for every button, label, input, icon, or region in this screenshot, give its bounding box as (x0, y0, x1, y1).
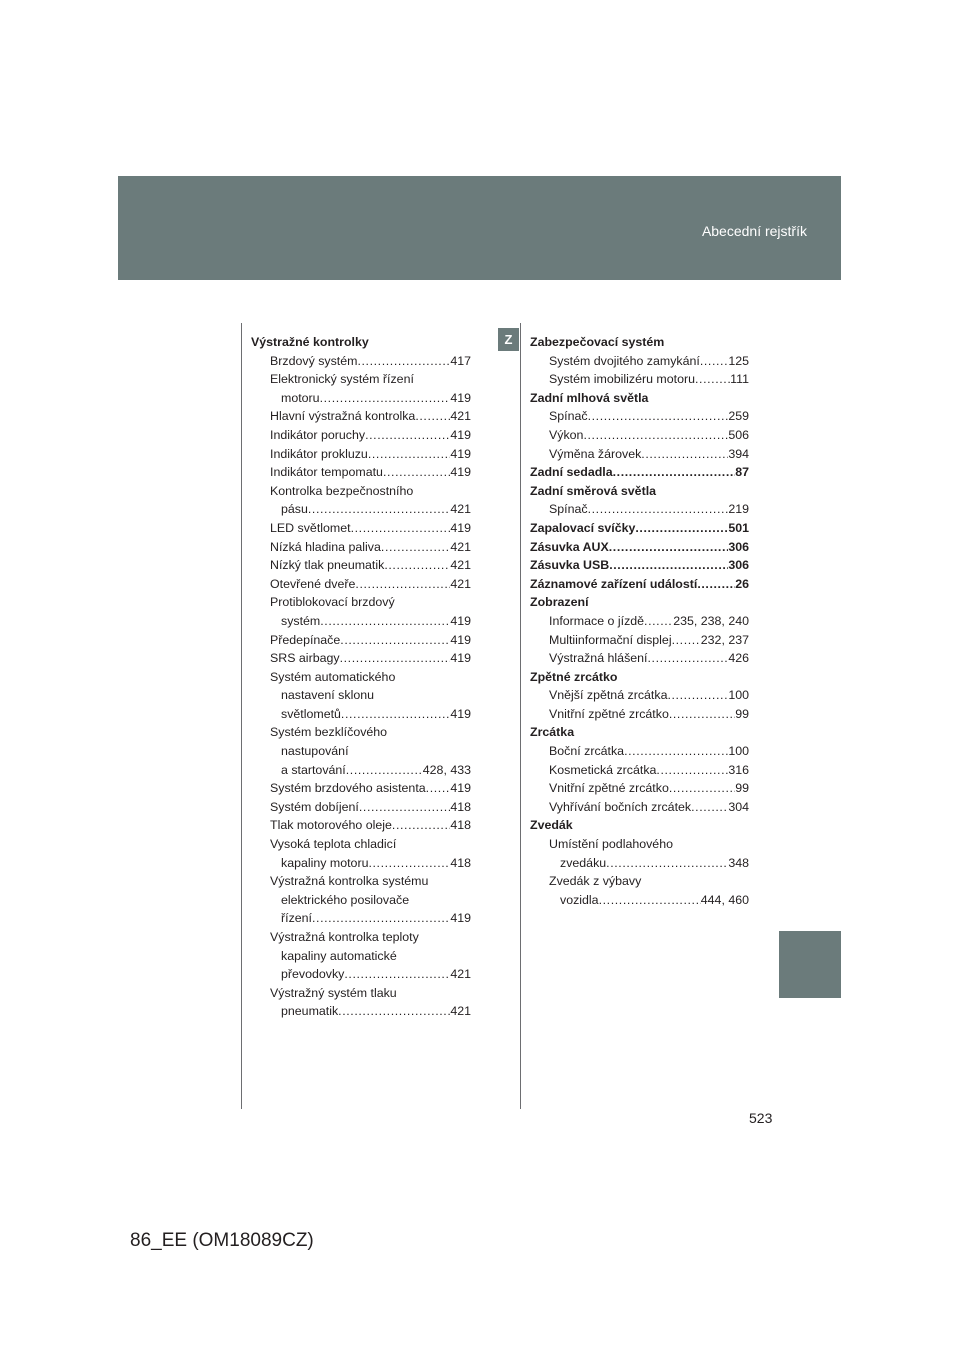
entry-page: 125 (728, 353, 749, 368)
entry-page: 421 (450, 409, 471, 424)
index-entry (530, 686, 749, 705)
dot-leader (415, 407, 450, 426)
index-entry (530, 705, 749, 724)
index-heading: nastupování (281, 744, 349, 759)
entry-label: systém (281, 613, 321, 628)
index-entry (251, 761, 471, 780)
dot-leader (644, 612, 673, 631)
entry-label: Indikátor poruchy (270, 427, 366, 442)
entry-page: 419 (450, 520, 471, 535)
entry-page: 304 (728, 799, 749, 814)
dot-leader (341, 705, 450, 724)
section-letter-badge: Z (498, 328, 519, 351)
entry-label: LED světlomet (270, 520, 351, 535)
entry-label: Vnitřní zpětné zrcátko (549, 781, 669, 796)
entry-page: 426 (728, 651, 749, 666)
index-heading: Protiblokovací brzdový (270, 595, 395, 610)
dot-leader (609, 556, 728, 575)
dot-leader (368, 445, 451, 464)
index-entry (251, 1002, 471, 1021)
entry-label: Zásuvka USB (530, 558, 610, 573)
dot-leader (355, 575, 450, 594)
index-entry (251, 854, 471, 873)
entry-label: Zapalovací svíčky (530, 520, 636, 535)
index-entry (251, 556, 471, 575)
index-heading: kapaliny automatické (281, 948, 397, 963)
index-entry (251, 500, 471, 519)
index-entry (530, 445, 749, 464)
entry-label: Vyhřívání bočních zrcátek (549, 799, 692, 814)
entry-page: 428, 433 (422, 762, 471, 777)
entry-page: 306 (728, 558, 749, 573)
index-heading: Zabezpečovací systém (530, 335, 665, 349)
dot-leader (338, 1002, 450, 1021)
index-heading: elektrického posilovače (281, 892, 410, 907)
index-entry (530, 779, 749, 798)
index-entry (251, 538, 471, 557)
entry-page: 419 (450, 427, 471, 442)
entry-page: 421 (450, 502, 471, 517)
entry-page: 419 (450, 911, 471, 926)
entry-page: 235, 238, 240 (673, 613, 749, 628)
document-code: 86_EE (OM18089CZ) (130, 1230, 314, 1251)
index-heading: Systém automatického (270, 669, 396, 684)
entry-page: 421 (450, 576, 471, 591)
entry-label: vozidla (560, 892, 599, 907)
entry-label: Brzdový systém (270, 353, 358, 368)
index-heading: Zvedák (530, 818, 573, 833)
entry-label: Zásuvka AUX (530, 539, 609, 554)
entry-label: motoru (281, 390, 320, 405)
dot-leader (384, 556, 450, 575)
entry-page: 87 (735, 465, 749, 480)
index-entry (251, 426, 471, 445)
dot-leader (320, 389, 451, 408)
entry-label: Systém imobilizéru motoru (549, 372, 695, 387)
entry-page: 419 (450, 613, 471, 628)
index-heading: Zobrazení (530, 595, 589, 610)
dot-leader (667, 686, 728, 705)
entry-label: převodovky (281, 967, 345, 982)
entry-page: 99 (735, 781, 749, 796)
page-number: 523 (749, 1110, 773, 1126)
index-entry (251, 407, 471, 426)
entry-label: Otevřené dveře (270, 576, 356, 591)
dot-leader (588, 407, 729, 426)
entry-label: Vnitřní zpětné zrcátko (549, 706, 669, 721)
dot-leader (635, 519, 728, 538)
entry-label: řízení (281, 911, 312, 926)
entry-label: SRS airbagy (270, 651, 340, 666)
index-entry (530, 538, 749, 557)
dot-leader (320, 612, 450, 631)
index-heading: Zpětné zrcátko (530, 669, 618, 684)
index-heading: Zrcátka (530, 725, 575, 740)
dot-leader (340, 649, 451, 668)
entry-page: 417 (450, 353, 471, 368)
index-heading: Zadní směrová světla (530, 483, 657, 498)
entry-page: 111 (730, 372, 749, 387)
entry-page: 100 (728, 688, 749, 703)
index-entry (251, 909, 471, 928)
index-entry (530, 742, 749, 761)
dot-leader (588, 500, 729, 519)
entry-label: zvedáku (560, 855, 607, 870)
entry-label: Systém brzdového asistenta (270, 781, 426, 796)
dot-leader (599, 891, 701, 910)
entry-page: 219 (728, 502, 749, 517)
index-entry (251, 965, 471, 984)
dot-leader (624, 742, 728, 761)
entry-label: Předepínače (270, 632, 341, 647)
dot-leader (609, 538, 729, 557)
entry-label: Systém dvojitého zamykání (549, 353, 700, 368)
dot-leader (641, 445, 728, 464)
dot-leader (583, 426, 728, 445)
dot-leader (308, 500, 450, 519)
index-heading: Výstražná kontrolka teploty (270, 930, 419, 944)
entry-page: 421 (450, 967, 471, 982)
index-heading: Umístění podlahového (549, 837, 673, 852)
entry-label: Záznamové zařízení událostí (530, 576, 698, 591)
column-divider-middle (520, 323, 521, 1109)
entry-page: 501 (728, 520, 749, 535)
dot-leader (669, 705, 735, 724)
entry-label: Multiinformační displej (549, 632, 672, 647)
index-entry (530, 407, 749, 426)
entry-page: 419 (450, 651, 471, 666)
index-heading: Vysoká teplota chladicí (270, 837, 397, 852)
index-entry (530, 463, 749, 482)
dot-leader (700, 352, 728, 371)
entry-page: 100 (728, 744, 749, 759)
entry-label: Hlavní výstražná kontrolka (270, 409, 416, 424)
entry-page: 348 (728, 855, 749, 870)
index-entry (530, 649, 749, 668)
index-heading: Elektronický systém řízení (270, 372, 414, 387)
entry-label: Indikátor tempomatu (270, 465, 383, 480)
entry-page: 418 (450, 799, 471, 814)
index-entry (251, 816, 471, 835)
entry-page: 421 (450, 1004, 471, 1019)
index-entry (251, 463, 471, 482)
index-entry (251, 798, 471, 817)
dot-leader (340, 631, 450, 650)
index-heading: Výstražný systém tlaku (270, 985, 397, 1000)
index-entry (530, 854, 749, 873)
entry-label: světlometů (281, 706, 341, 721)
index-entry (530, 556, 749, 575)
entry-page: 421 (450, 539, 471, 554)
index-entry (530, 500, 749, 519)
dot-leader (392, 816, 450, 835)
entry-label: pásu (281, 502, 308, 517)
entry-page: 306 (728, 539, 749, 554)
entry-page: 419 (450, 706, 471, 721)
chapter-header-band (118, 176, 841, 280)
entry-page: 419 (450, 781, 471, 796)
index-entry (530, 426, 749, 445)
index-heading: Systém bezklíčového (270, 725, 388, 740)
dot-leader (368, 854, 450, 873)
entry-label: Spínač (549, 502, 588, 517)
dot-leader (648, 649, 729, 668)
entry-label: Indikátor prokluzu (270, 446, 368, 461)
entry-label: Zadní sedadla (530, 465, 613, 480)
index-heading: Zadní mlhová světla (530, 390, 649, 405)
column-divider-left (241, 323, 242, 1109)
index-heading: Zvedák z výbavy (549, 874, 642, 889)
chapter-title: Abecední rejstřík (701, 223, 807, 239)
entry-label: Systém dobíjení (270, 799, 359, 814)
dot-leader (359, 798, 450, 817)
entry-page: 418 (450, 855, 471, 870)
entry-page: 419 (450, 632, 471, 647)
index-entry (530, 798, 749, 817)
index-heading: Kontrolka bezpečnostního (270, 483, 414, 498)
entry-page: 444, 460 (700, 892, 749, 907)
dot-leader (344, 965, 450, 984)
dot-leader (381, 538, 450, 557)
index-entry (530, 370, 749, 389)
entry-page: 506 (728, 427, 749, 442)
entry-label: Výstražná hlášení (549, 651, 648, 666)
entry-page: 259 (728, 409, 749, 424)
dot-leader (656, 761, 728, 780)
index-entry (530, 761, 749, 780)
entry-page: 99 (735, 706, 749, 721)
index-entry (251, 519, 471, 538)
index-heading: nastavení sklonu (281, 688, 374, 703)
index-entry (251, 612, 471, 631)
index-heading: Výstražná kontrolka systému (270, 874, 429, 889)
dot-leader (613, 463, 736, 482)
index-entry (251, 631, 471, 650)
dot-leader (312, 909, 450, 928)
entry-label: Boční zrcátka (549, 744, 625, 759)
index-column-right (530, 333, 749, 909)
index-column-left (251, 333, 471, 1021)
entry-page: 419 (450, 446, 471, 461)
entry-page: 232, 237 (700, 632, 749, 647)
dot-leader (357, 352, 450, 371)
entry-label: Nízký tlak pneumatik (270, 558, 385, 573)
entry-page: 26 (735, 576, 749, 591)
entry-label: Výměna žárovek (549, 446, 642, 461)
dot-leader (697, 575, 735, 594)
entry-page: 419 (450, 390, 471, 405)
dot-leader (691, 798, 728, 817)
entry-label: Kosmetická zrcátka (549, 762, 657, 777)
entry-label: pneumatik (281, 1004, 339, 1019)
dot-leader (346, 761, 423, 780)
index-entry (530, 575, 749, 594)
entry-label: Výkon (549, 427, 584, 442)
dot-leader (365, 426, 450, 445)
index-entry (530, 352, 749, 371)
index-entry (251, 389, 471, 408)
dot-leader (426, 779, 451, 798)
entry-label: Vnější zpětná zrcátka (549, 688, 668, 703)
entry-label: Nízká hladina paliva (270, 539, 381, 554)
dot-leader (383, 463, 450, 482)
entry-page: 394 (728, 446, 749, 461)
index-entry (251, 779, 471, 798)
entry-page: 316 (728, 762, 749, 777)
index-entry (251, 705, 471, 724)
entry-label: kapaliny motoru (281, 855, 369, 870)
dot-leader (669, 779, 735, 798)
chapter-side-tab (779, 931, 841, 998)
index-entry (251, 445, 471, 464)
entry-page: 421 (450, 558, 471, 573)
index-entry (530, 612, 749, 631)
entry-label: a startování (281, 762, 346, 777)
index-entry (251, 575, 471, 594)
dot-leader (606, 854, 728, 873)
dot-leader (695, 370, 730, 389)
index-entry (530, 891, 749, 910)
dot-leader (672, 631, 701, 650)
entry-page: 419 (450, 465, 471, 480)
index-entry (530, 519, 749, 538)
entry-label: Spínač (549, 409, 588, 424)
index-entry (251, 352, 471, 371)
index-heading: Výstražné kontrolky (251, 335, 369, 349)
index-entry (251, 649, 471, 668)
entry-label: Informace o jízdě (549, 613, 645, 628)
index-entry (530, 631, 749, 650)
entry-page: 418 (450, 818, 471, 833)
entry-label: Tlak motorového oleje (270, 818, 392, 833)
dot-leader (351, 519, 451, 538)
